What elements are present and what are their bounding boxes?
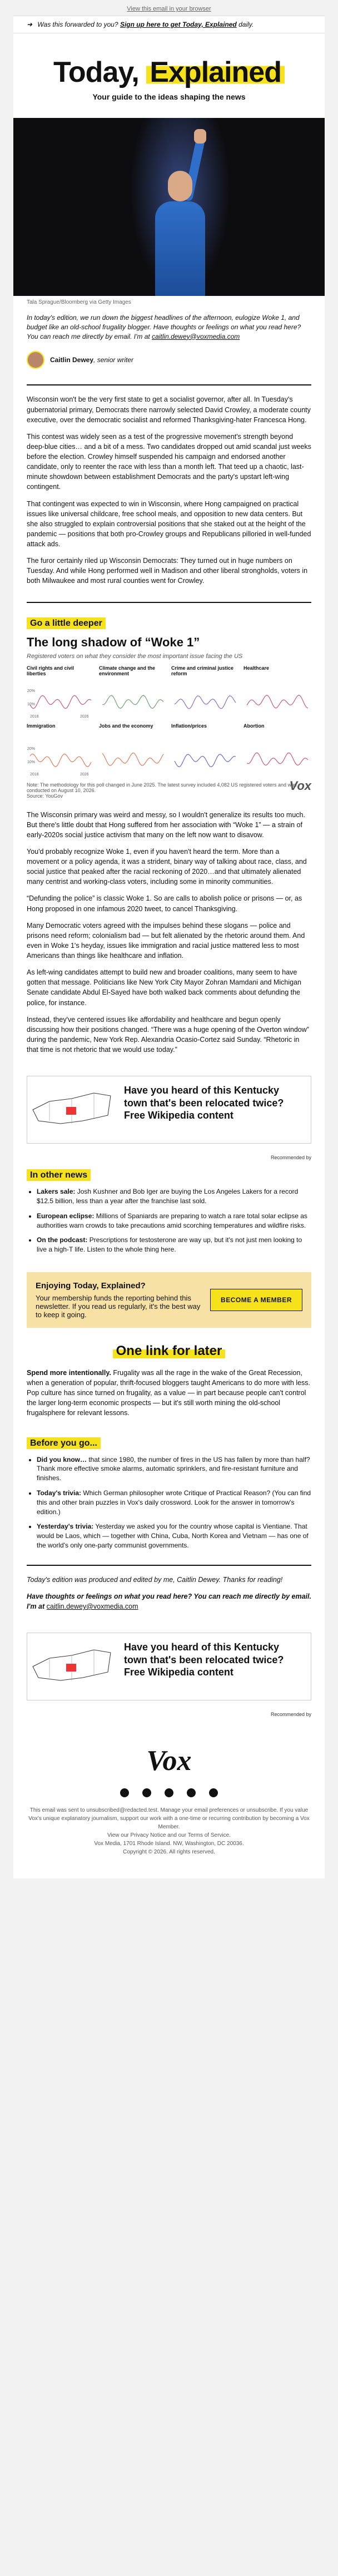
chart-series-line	[247, 753, 308, 765]
chart-panel	[99, 723, 167, 777]
view-in-browser-link[interactable]: View this email in your browser	[127, 6, 211, 12]
divider	[27, 1565, 311, 1566]
chart-series-line	[102, 695, 163, 708]
later-title: One link for later	[13, 1343, 325, 1359]
chart-panel	[27, 723, 95, 777]
threads-icon[interactable]	[209, 1788, 218, 1797]
x-tick-label: 2026	[80, 714, 89, 719]
story-1: Wisconsin won't be the very first state to get a socialist governor, after all. In Tuesday's gubernatorial primary, Democrats there narrowly selected David Crowley, a moderate county executive, over the democratic socialist and reformed Thanksgiving-hater Francesca Hong. This contest was widely seen as a test of the progressive movement's strength beyond deep-blue cities… and a bit of a mess. Two candidates dropped out amid scandal just weeks before the election. Crowley himself suspended his campaign and endorsed another candidate, only to reenter the race with less than a month left. That teed up a chaotic, last-minute showdown between establishment Democrats and the party's upstart left-wing contingent. That contingent was expected to win in Wisconsin, where Hong campaigned on practical issues like universal childcare, free school meals, and opposition to new data centers. But she also struggled to explain controversial positions that she staked out at the height of the pandemic — positions that both pro-Crowley groups and Republicans pilloried in well-funded attack ads. The furor certainly riled up Wisconsin Democrats: They turned out in huge numbers on Tuesday. And while Hong performed well in Madison and other liberal strongholds, voters in both Milwaukee and most rural counties went for Crowley.	[27, 395, 311, 585]
y-tick-label: 10%	[27, 702, 36, 706]
byline	[13, 349, 325, 379]
masthead	[13, 33, 325, 118]
avatar	[27, 351, 44, 369]
ad-recommended-label: Recommended by	[270, 1712, 311, 1718]
chart-series-line	[30, 695, 91, 708]
chart-panel	[171, 665, 239, 719]
deeper-title: The long shadow of “Woke 1”	[27, 635, 200, 649]
list-item: • Did you know… that since 1980, the number of fires in the US has fallen by more than half? Thank more effective smoke alarms, automatic sprinklers, and fire-resistant furniture and finishes.	[37, 1455, 311, 1483]
masthead-title: Today, Explained	[13, 56, 325, 89]
forward-arrow-icon: ➜	[27, 21, 33, 28]
intro-text: In today's edition, we run down the biggest headlines of the afternoon, eulogize Woke 1, and budget like an old-school frugality blogger. Have thoughts or feelings on what you read here? You can reach me directly by email. I'm at caitlin.dewey@voxmedia.com	[27, 314, 301, 340]
byline-role: , senior writer	[93, 356, 134, 364]
facebook-icon[interactable]	[120, 1788, 129, 1797]
intro-email-link[interactable]: caitlin.dewey@voxmedia.com	[152, 332, 240, 340]
chart-panel-title: Climate change and the environment	[99, 665, 156, 676]
instagram-icon[interactable]	[165, 1788, 173, 1797]
signoff: Today's edition was produced and edited by me, Caitlin Dewey. Thanks for reading! Have thoughts or feelings on what you read here? You can reach me directly by email. I'm at caitlin.dewey@voxmedia.com	[27, 1575, 311, 1610]
chart-panel-title: Crime and criminal justice reform	[171, 665, 234, 676]
chart-panel	[243, 665, 311, 719]
ad-text[interactable]: Have you heard of this Kentucky town that's been relocated twice? Free Wikipedia content	[124, 1085, 284, 1121]
recommended-ad-2[interactable]	[27, 1633, 311, 1700]
story-2: The Wisconsin primary was weird and messy, so I wouldn't generalize its results too much. But there's little doubt that Hong suffered from her association with “Woke 1” — a strain of early-2020s social justice activism that many on the left now want to disavow. You'd probably recognize Woke 1, even if you haven't heard the term. More than a movement or a policy agenda, it was a strident, binary way of talking about race, class, and social justice that peaked after the racial reckoning of 2020…and that ultimately alienated many centrist and working-class voters, including some in minority communities. “Defunding the police” is classic Woke 1. So are calls to abolish police or prisons — or, as Hong proposed in one infamous 2020 tweet, to cancel Thanksgiving. Many Democratic voters agreed with the impulses behind these slogans — police and prisons need reform; colonialism bad — but felt alienated by the rhetoric around them. And even in Woke 1's heyday, issues like immigration and racial justice mattered less to most Americans than things like healthcare and inflation. As left-wing candidates attempt to build new and broader coalitions, many seem to have gotten that message. Politicians like New York City Mayor Zohran Mamdani and Michigan Senate candidate Abdul El-Sayed have both walked back comments about defunding the police, for instance. Instead, they've centered issues like affordability and healthcare and begun openly discussing how their positions changed. “There was a huge opening of the Overton window” during the pandemic, New York Rep. Alexandria Ocasio-Cortez said Sunday. “Rhetoric in that time is not rhetoric that we would use today.”	[27, 810, 309, 1054]
signoff-email-link[interactable]: caitlin.dewey@voxmedia.com	[46, 1602, 138, 1610]
chart-series-line	[102, 753, 163, 765]
list-item: • Today's trivia: Which German philosopher wrote Critique of Practical Reason? (You can find this and other brain puzzles in Vox's daily crossword. Look for the answer in tomorrow's edition.)	[37, 1489, 311, 1516]
before-title: Before you go...	[13, 1428, 325, 1452]
chart-panel	[99, 665, 167, 719]
later-body: Spend more intentionally. Frugality was all the rage in the wake of the Great Recession, when a generation of popular, thrift-focused bloggers taught Americans to do more with less. Pop culture has since turned on frugality, as a value — in part because people can't control the larger long-term economic prospects — but it's still worth mining the old-school frugalsphere for relevant lessons.	[27, 1368, 311, 1417]
byline-name: Caitlin Dewey	[50, 356, 94, 364]
masthead-tagline: Your guide to the ideas shaping the news	[92, 92, 246, 101]
chart-panel-title: Jobs and the economy	[99, 723, 153, 729]
news-title: In other news	[13, 1160, 325, 1184]
y-tick-label: 10%	[27, 760, 36, 764]
chart-panel	[27, 665, 95, 719]
chart-note: Note: The methodology for this poll changed in June 2025. The latest survey included 4,082 US registered voters and was conducted on August 10, 2026. Source: YouGov Vox	[27, 778, 311, 799]
list-item: • Yesterday's trivia: Yesterday we asked you for the country whose capital is Vientiane. That would be Laos, which — together with China, Cuba, North Korea and Vietnam — has one of the world's only one-party communist governments.	[37, 1522, 311, 1550]
kentucky-map-icon	[27, 1633, 116, 1700]
signup-link[interactable]: Sign up here to get Today, Explained	[120, 21, 237, 28]
small-multiples-chart	[13, 665, 325, 777]
chart-panel-title: Healthcare	[243, 665, 270, 671]
view-in-browser[interactable]	[0, 0, 338, 16]
social-links	[27, 1788, 311, 1797]
list-item: • Lakers sale: Josh Kushner and Bob Iger are buying the Los Angeles Lakers for a record $12.5 billion, less than a year after the franchise last sold.	[37, 1187, 311, 1206]
promo-title: Enjoying Today, Explained?	[36, 1280, 146, 1291]
ad-text[interactable]: Have you heard of this Kentucky town that's been relocated twice? Free Wikipedia content	[124, 1641, 284, 1678]
chart-panel-title: Civil rights and civil liberties	[27, 665, 74, 676]
deeper-subtitle: Registered voters on what they consider the most important issue facing the US	[27, 652, 243, 660]
y-tick-label: 20%	[27, 689, 36, 693]
x-icon[interactable]	[142, 1788, 151, 1797]
vox-logo-small: Vox	[289, 778, 311, 793]
x-tick-label: 2026	[80, 772, 89, 777]
forward-bar: ➜ Was this forwarded to you? Sign up here to get Today, Explained daily.	[13, 16, 325, 33]
deeper-kicker: Go a little deeper	[13, 609, 325, 632]
x-tick-label: 2018	[30, 714, 39, 719]
divider	[27, 602, 311, 603]
become-member-button[interactable]: BECOME A MEMBER	[210, 1289, 302, 1311]
youtube-icon[interactable]	[187, 1788, 196, 1797]
y-tick-label: 20%	[27, 746, 36, 751]
divider	[27, 384, 311, 385]
hero-caption: Tala Sprague/Bloomberg via Getty Images	[27, 299, 131, 305]
x-tick-label: 2018	[30, 772, 39, 777]
chart-series-line	[30, 754, 91, 767]
news-list	[13, 1184, 325, 1263]
membership-promo	[27, 1272, 311, 1328]
chart-series-line	[175, 754, 236, 767]
hero-image	[13, 118, 325, 296]
chart-panel	[243, 723, 311, 777]
kentucky-map-icon	[27, 1076, 116, 1143]
chart-panel-title: Abortion	[243, 723, 265, 729]
before-list	[13, 1452, 325, 1559]
footer: Vox This email was sent to unsubscribed@redacted.test. Manage your email preferences or unsubscribe. If you value Vox's unique explanatory journalism, support our work with a one-time or recurring contribution by becoming a Vox Member. View our Privacy Notice and our Terms of Service. Vox Media, 1701 Rhode Island. NW, Washington, DC 20036. Copyright © 2026. All rights reserved.	[13, 1717, 325, 1878]
list-item: • On the podcast: Prescriptions for testosterone are way up, but it's not just men looking to live a high-T life. Listen to the whole thing here.	[37, 1235, 311, 1254]
recommended-ad[interactable]	[27, 1076, 311, 1144]
list-item: • European eclipse: Millions of Spaniards are preparing to watch a rare total solar eclipse as authorities warn crowds to take precautions amid scorching temperatures and wildfire risks.	[37, 1212, 311, 1230]
ad-recommended-label: Recommended by	[270, 1155, 311, 1161]
chart-series-line	[247, 695, 308, 708]
vox-logo: Vox	[146, 1745, 192, 1777]
chart-panel-title: Immigration	[27, 723, 56, 729]
chart-panel-title: Inflation/prices	[171, 723, 207, 729]
promo-text: Your membership funds the reporting behind this newsletter. If you read us regularly, it's the best way to keep it going.	[36, 1293, 201, 1319]
chart-series-line	[175, 695, 236, 708]
chart-panel	[171, 723, 239, 777]
